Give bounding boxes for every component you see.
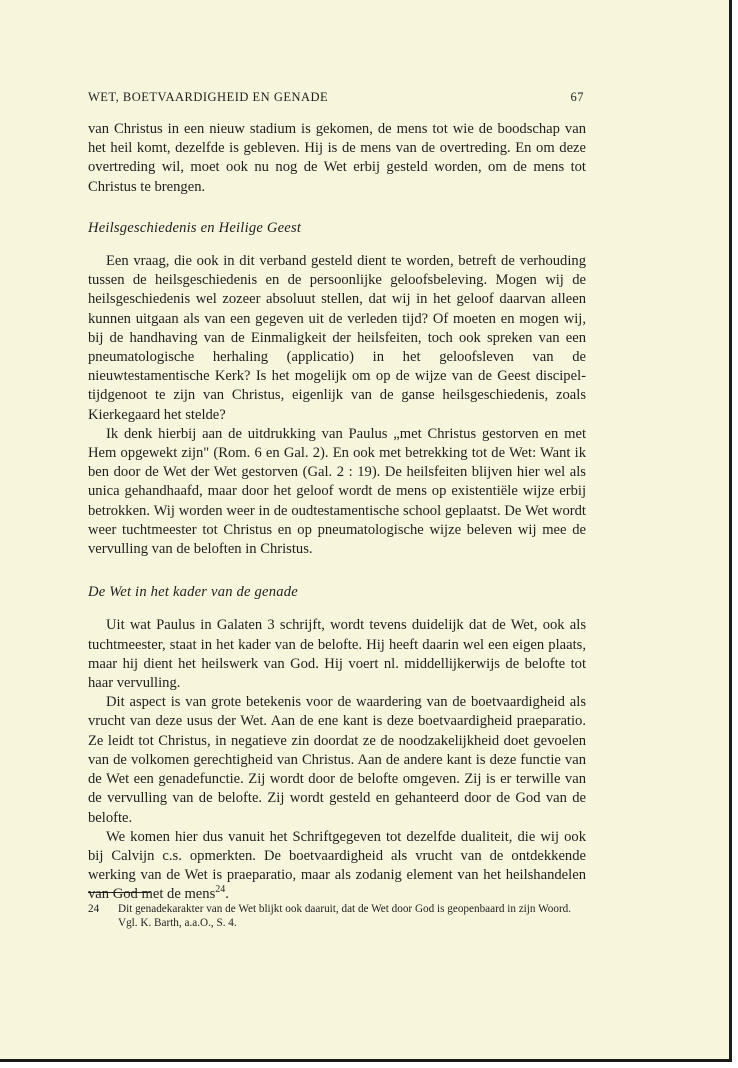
paragraph-with-note: We komen hier dus vanuit het Schriftgegeven tot dezelfde dualiteit, die wij ook bij Calvijn c.s. opmerkten. De boetvaardigheid als vrucht van de ontdekkende werking van de Wet is praeparatio, maar als zodanig element van het heilshandelen van God met de mens$^{24}$.: [88, 828, 586, 903]
running-head-title: WET, BOETVAARDIGHEID EN GENADE: [88, 90, 329, 104]
paragraph-continuation: van Christus in een nieuw stadium is gekomen, de mens tot wie de boodschap van het heil komt, dezelfde is gebleven. Hij is de mens van de overtreding. En om deze overtreding wil, moet ook nu nog de Wet erbij gesteld worden, om de mens tot Christus te brengen.: [88, 121, 586, 195]
section-heading-heilsgeschiedenis: Heilsgeschiedenis en Heilige Geest: [88, 219, 302, 236]
paragraph: Een vraag, die ook in dit verband gesteld dient te worden, betreft de verhouding tussen de heilsgeschiedenis en de persoonlijke geloofsbeleving. Mogen wij de heilsgeschiedenis wel zozeer absoluut stellen, dat wij in het geloof daarvan alleen kunnen uitgaan als van een gegeven uit de verleden tijd? Of moeten en mogen wij, bij de handhaving van de Einmaligkeit der heilsfeiten, toch ook spreken van een pneumatologische herhaling (applicatio) in het geloofsleven van de nieuwtestamentische Kerk? Is het mogelijk om op de wijze van de Geest discipel-tijdgenoot te zijn van Christus, eigenlijk van de ganse heilsgeschiedenis, zoals Kierkegaard het stelde?: [88, 253, 586, 423]
paragraph: Ik denk hierbij aan de uitdrukking van Paulus „met Christus gestorven en met Hem opgewekt zijn" (Rom. 6 en Gal. 2). En ook met betrekking tot de Wet: Want ik ben door de Wet der Wet gestorven (Gal. 2 : 19). De heilsfeiten blijven hier wel als unica gehandhaafd, maar door het geloof wordt de mens op existentiële wijze erbij betrokken. Wij worden weer in de oudtestamentische school geplaatst. De Wet wordt weer tuchtmeester tot Christus en op pneumatologische wijze beleven wij mee de vervulling van de beloften in Christus.: [88, 425, 586, 558]
paragraph-text: We komen hier dus vanuit het Schriftgegeven tot dezelfde dualiteit, die wij ook bij Calvijn c.s. opmerkten. De boetvaardigheid als vrucht van de ontdekkende werking van de Wet is praeparatio, maar als zodanig element van het heilshandelen van God met de mens: [88, 828, 586, 903]
paragraph: Dit aspect is van grote betekenis voor de waardering van de boetvaardigheid als vrucht van deze usus der Wet. Aan de ene kant is deze boetvaardigheid praeparatio. Ze leidt tot Christus, in negatieve zin doordat ze de noodzakelijkheid doet gevoelen van de volkomen gerechtigheid van Christus. Aan de andere kant is deze functie van de Wet een genadefunctie. Zij wordt door de belofte omgeven. Zij is er terwille van de vervulling van de belofte. Zij wordt gesteld en gehanteerd door de God van de belofte.: [88, 694, 586, 826]
section-heading-wet-kader-genade: De Wet in het kader van de genade: [88, 584, 298, 601]
footnote-reference[interactable]: 24: [215, 884, 226, 896]
footnote-text: Dit genadekarakter van de Wet blijkt ook daaruit, dat de Wet door God is geopenbaard in zijn Woord. Vgl. K. Barth, a.a.O., S. 4.: [118, 903, 572, 929]
footnote-number: 24: [88, 903, 100, 915]
page-number: 67: [570, 90, 584, 104]
footnote-divider: [88, 892, 150, 893]
paragraph: Uit wat Paulus in Galaten 3 schrijft, wordt tevens duidelijk dat de Wet, ook als tuchtmeester, staat in het kader van de belofte. Hij heeft daarin wel een eigen plaats, maar hij dient het heilswerk van God. Hij voert nl. middellijkerwijs de belofte tot haar vervulling.: [88, 617, 586, 692]
body-text: [88, 120, 586, 905]
footnote: [88, 902, 588, 930]
